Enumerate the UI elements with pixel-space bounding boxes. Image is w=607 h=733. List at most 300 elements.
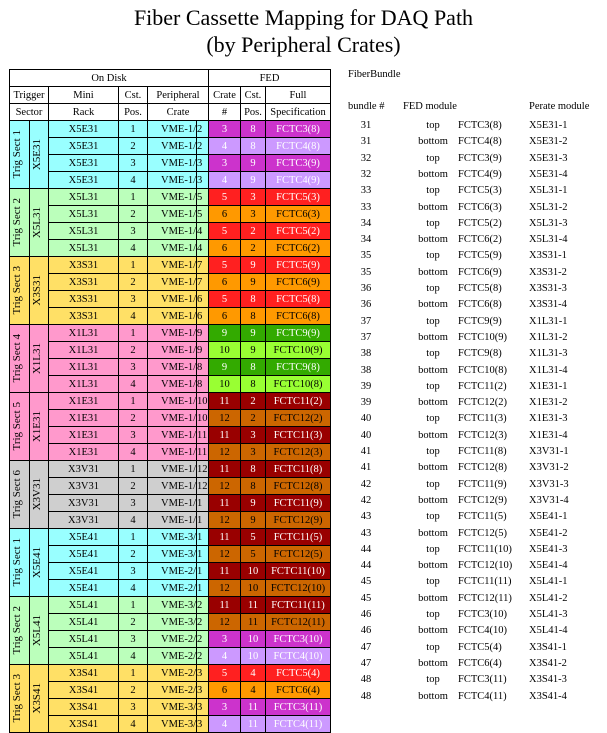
perate-module: X3S41-1 [529, 641, 567, 653]
bundle-position: bottom [418, 234, 448, 246]
table-row [10, 410, 331, 427]
mini-rack-cell: X3V31 [49, 478, 119, 495]
table-row [10, 359, 331, 376]
mini-rack-cell: X1L31 [49, 376, 119, 393]
table-row [10, 240, 331, 257]
peripheral-slot-cell: 10 [197, 410, 209, 427]
peripheral-slot-cell: 3 [197, 155, 209, 172]
peripheral-slot-cell: 9 [197, 325, 209, 342]
fed-cassette-position-cell: 2 [241, 223, 266, 240]
bundle-row [346, 167, 607, 183]
peripheral-crate-cell: VME-1/ [148, 189, 197, 206]
fed-crate-cell: 11 [209, 461, 241, 478]
cassette-position-cell: 4 [119, 172, 148, 189]
fed-module: FCTC3(8) [458, 120, 502, 131]
cassette-position-cell: 2 [119, 138, 148, 155]
fed-cassette-position-cell: 11 [241, 597, 266, 614]
crate-num-header: # [209, 104, 241, 121]
peripheral-crate-cell: VME-1/ [148, 240, 197, 257]
mini-rack-group-label [30, 461, 49, 529]
table-row [10, 172, 331, 189]
fed-cassette-position-cell: 2 [241, 240, 266, 257]
fed-crate-cell: 4 [209, 716, 241, 733]
fed-crate-cell: 6 [209, 206, 241, 223]
perate-module: X5E31-2 [529, 136, 568, 148]
mini-rack-group-text: X5E41 [31, 546, 43, 579]
peripheral-crate-cell: VME-1/ [148, 308, 197, 325]
cassette-position-cell: 4 [119, 648, 148, 665]
fed-module: FCTC11(2) [458, 380, 507, 392]
bundle-row [346, 314, 607, 330]
bundle-row [346, 591, 607, 607]
full-specification-cell: FCTC11(11) [266, 597, 331, 614]
bundle-number: 46 [360, 609, 372, 620]
fed-crate-cell: 11 [209, 495, 241, 512]
fed-module: FCTC9(8) [458, 348, 502, 360]
mini-rack-cell: X5E31 [49, 138, 119, 155]
peripheral-crate-cell: VME-3/ [148, 716, 197, 733]
full-specification-cell: FCTC4(10) [266, 648, 331, 665]
cassette-position-cell: 4 [119, 512, 148, 529]
cassette-position-cell: 3 [119, 699, 148, 716]
bundle-row [346, 281, 607, 297]
trigger-header: Trigger [10, 87, 49, 104]
perate-module: X5E41-3 [529, 543, 568, 555]
full-specification-cell: FCTC11(10) [266, 563, 331, 580]
bundle-row [346, 672, 607, 688]
peripheral-slot-cell: 7 [197, 274, 209, 291]
cassette-position-cell: 3 [119, 495, 148, 512]
bundle-position: top [426, 152, 440, 164]
peripheral-slot-cell: 11 [197, 427, 209, 444]
table-row [10, 648, 331, 665]
bundle-position: top [426, 674, 440, 686]
peripheral-slot-cell: 9 [197, 342, 209, 359]
full-header: Full [266, 87, 331, 104]
mini-rack-group-text: X3V31 [31, 478, 43, 511]
bundle-number: 37 [360, 315, 372, 327]
bundle-number: 32 [360, 152, 372, 164]
mini-rack-group-label [30, 529, 49, 597]
trigger-sector-text: Trig Sect 1 [11, 538, 23, 587]
cassette-position-cell: 2 [119, 274, 148, 291]
peripheral-slot-cell: 3 [197, 665, 209, 682]
peripheral-crate-cell: VME-2/ [148, 563, 197, 580]
fed-header: FED [209, 70, 331, 87]
fed-cassette-position-cell: 8 [241, 461, 266, 478]
table-row [10, 716, 331, 733]
mini-rack-group-label [30, 393, 49, 461]
mini-rack-group-text: X3S31 [31, 275, 43, 306]
table-row [10, 342, 331, 359]
bundle-number: 47 [360, 641, 372, 653]
bundle-number: 31 [360, 136, 372, 148]
fed-module: FCTC6(3) [458, 201, 502, 213]
bundle-row [346, 216, 607, 232]
fed-crate-cell: 6 [209, 240, 241, 257]
fed-cassette-position-cell: 8 [241, 376, 266, 393]
bundle-number: 35 [360, 266, 372, 278]
bundle-row [346, 200, 607, 216]
cassette-position-cell: 3 [119, 155, 148, 172]
table-row [10, 121, 331, 138]
perate-module: X3S31-2 [529, 266, 567, 278]
mini-rack-group-label [30, 325, 49, 393]
peripheral-slot-cell: 3 [197, 699, 209, 716]
mini-rack-cell: X5E31 [49, 121, 119, 138]
peripheral-crate-cell: VME-2/ [148, 682, 197, 699]
table-row [10, 461, 331, 478]
trigger-sector-label [10, 665, 30, 733]
mini-rack-cell: X5E41 [49, 529, 119, 546]
mini-rack-group-label [30, 121, 49, 189]
mini-rack-cell: X3S31 [49, 274, 119, 291]
mini-rack-cell: X5E31 [49, 172, 119, 189]
peripheral-slot-cell: 3 [197, 716, 209, 733]
mini-rack-cell: X3S31 [49, 257, 119, 274]
table-row [10, 478, 331, 495]
bundle-number: 33 [360, 185, 372, 197]
table-row [10, 682, 331, 699]
perate-module: X3S31-4 [529, 299, 567, 311]
bundle-position: top [426, 217, 440, 229]
cassette-position-cell: 2 [119, 682, 148, 699]
bundle-number: 41 [360, 462, 372, 474]
fed-crate-cell: 4 [209, 648, 241, 665]
mini-rack-cell: X5L41 [49, 614, 119, 631]
cst-header: Cst. [119, 87, 148, 104]
fed-crate-cell: 12 [209, 546, 241, 563]
sector-header: Sector [10, 104, 49, 121]
perate-module: X3S41-3 [529, 674, 567, 686]
cassette-position-cell: 3 [119, 223, 148, 240]
bundle-position: bottom [418, 560, 448, 572]
fed-cassette-position-cell: 9 [241, 155, 266, 172]
perate-module: X5E41-1 [529, 511, 568, 523]
peripheral-crate-cell: VME-2/ [148, 580, 197, 597]
perate-module: X1E31-1 [529, 380, 568, 392]
mini-rack-cell: X1E31 [49, 427, 119, 444]
bundle-row [346, 363, 607, 379]
peripheral-slot-cell: 6 [197, 291, 209, 308]
mini-rack-cell: X3S41 [49, 716, 119, 733]
fed-crate-cell: 10 [209, 376, 241, 393]
cassette-position-cell: 1 [119, 121, 148, 138]
bundle-row [346, 183, 607, 199]
full-specification-cell: FCTC11(3) [266, 427, 331, 444]
perate-module: X1E31-2 [529, 397, 568, 409]
trigger-sector-text: Trig Sect 5 [11, 402, 23, 451]
fed-module: FCTC4(11) [458, 690, 507, 702]
peripheral-slot-cell: 2 [197, 648, 209, 665]
peripheral-crate-cell: VME-1/ [148, 461, 197, 478]
full-specification-cell: FCTC3(11) [266, 699, 331, 716]
fed-cassette-position-cell: 9 [241, 172, 266, 189]
peripheral-slot-cell: 2 [197, 597, 209, 614]
fed-module: FCTC5(2) [458, 217, 502, 229]
fed-module: FCTC3(10) [458, 609, 508, 620]
trigger-sector-text: Trig Sect 2 [11, 606, 23, 655]
fed-module: FCTC4(9) [458, 168, 502, 180]
fed-crate-cell: 6 [209, 308, 241, 325]
trigger-sector-text: Trig Sect 1 [11, 130, 23, 179]
fed-cassette-position-cell: 9 [241, 495, 266, 512]
bundle-number: 37 [360, 331, 372, 343]
perate-module: X5E31-3 [529, 152, 568, 164]
fed-crate-cell: 12 [209, 512, 241, 529]
fed-cassette-position-cell: 5 [241, 546, 266, 563]
cassette-position-cell: 1 [119, 529, 148, 546]
specification-header: Specification [266, 104, 331, 121]
fed-cassette-position-cell: 2 [241, 410, 266, 427]
mini-rack-cell: X5E41 [49, 546, 119, 563]
perate-module: X1L31-1 [529, 315, 568, 327]
full-specification-cell: FCTC10(9) [266, 342, 331, 359]
trigger-sector-label [10, 393, 30, 461]
mini-rack-cell: X1E31 [49, 444, 119, 461]
peripheral-slot-cell: 2 [197, 631, 209, 648]
mini-rack-cell: X5L31 [49, 240, 119, 257]
bundle-number: 44 [360, 560, 372, 572]
fed-crate-cell: 3 [209, 631, 241, 648]
full-specification-cell: FCTC10(8) [266, 376, 331, 393]
full-specification-cell: FCTC12(2) [266, 410, 331, 427]
bundle-row [346, 493, 607, 509]
mini-rack-group-text: X5L41 [31, 614, 43, 647]
peripheral-crate-cell: VME-3/ [148, 699, 197, 716]
fed-cassette-position-cell: 3 [241, 189, 266, 206]
full-specification-cell: FCTC3(9) [266, 155, 331, 172]
bundle-row [346, 526, 607, 542]
mini-rack-group-label [30, 597, 49, 665]
full-specification-cell: FCTC4(11) [266, 716, 331, 733]
table-row [10, 376, 331, 393]
fed-crate-cell: 3 [209, 699, 241, 716]
table-row [10, 291, 331, 308]
peripheral-slot-cell: 8 [197, 376, 209, 393]
peripheral-crate-cell: VME-1/ [148, 478, 197, 495]
full-specification-cell: FCTC5(3) [266, 189, 331, 206]
trigger-sector-text: Trig Sect 4 [11, 334, 23, 383]
perate-module: X3S31-1 [529, 250, 567, 262]
bundle-position: bottom [418, 266, 448, 278]
peripheral-crate-cell: VME-1/ [148, 121, 197, 138]
cassette-position-cell: 4 [119, 580, 148, 597]
perate-module: X5L41-3 [529, 609, 568, 620]
fed-cassette-position-cell: 11 [241, 699, 266, 716]
bundle-number: 48 [360, 690, 372, 702]
table-row [10, 665, 331, 682]
bundle-position: top [426, 250, 440, 262]
fed-module: FCTC5(8) [458, 283, 502, 294]
bundle-number: 45 [360, 576, 372, 588]
full-specification-cell: FCTC6(3) [266, 206, 331, 223]
bundle-number: 40 [360, 413, 372, 425]
fed-module: FCTC5(4) [458, 641, 502, 653]
fed-cassette-position-cell: 9 [241, 274, 266, 291]
fed-cassette-position-cell: 9 [241, 325, 266, 342]
crate-header: Crate [148, 104, 209, 121]
fed-cassette-position-cell: 9 [241, 257, 266, 274]
bundle-position: top [426, 185, 440, 197]
bundle-position: top [426, 315, 440, 327]
bundle-row [346, 558, 607, 574]
peripheral-crate-cell: VME-1/ [148, 257, 197, 274]
fed-crate-cell: 12 [209, 410, 241, 427]
fed-module: FCTC6(4) [458, 657, 502, 669]
cassette-position-cell: 3 [119, 291, 148, 308]
cassette-position-cell: 3 [119, 631, 148, 648]
perate-module: X3S41-4 [529, 690, 567, 702]
bundle-row [346, 444, 607, 460]
pos-header: Pos. [119, 104, 148, 121]
full-specification-cell: FCTC12(8) [266, 478, 331, 495]
page-subtitle: (by Peripheral Crates) [206, 32, 401, 57]
bundle-number: 41 [360, 446, 372, 457]
on-disk-header: On Disk [10, 70, 209, 87]
peripheral-slot-cell: 2 [197, 121, 209, 138]
fed-module: FCTC12(10) [458, 560, 513, 572]
fed-module: FCTC11(5) [458, 511, 507, 523]
mini-rack-group-text: X3S41 [31, 683, 43, 714]
perate-module: X5E41-2 [529, 527, 568, 539]
perate-module: X5L41-1 [529, 576, 568, 588]
full-specification-cell: FCTC12(9) [266, 512, 331, 529]
fed-module: FCTC11(8) [458, 446, 507, 457]
perate-module: X3V31-1 [529, 446, 569, 457]
peripheral-crate-cell: VME-1/ [148, 410, 197, 427]
full-specification-cell: FCTC9(9) [266, 325, 331, 342]
bundle-number: 38 [360, 348, 372, 360]
bundle-position: top [426, 511, 440, 523]
bundle-number: 39 [360, 380, 372, 392]
bundle-row [346, 509, 607, 525]
fed-crate-cell: 11 [209, 427, 241, 444]
table-row [10, 223, 331, 240]
peripheral-crate-cell: VME-1/ [148, 495, 197, 512]
bundle-row [346, 656, 607, 672]
perate-module: X5L31-4 [529, 234, 568, 246]
full-specification-cell: FCTC6(8) [266, 308, 331, 325]
bundle-position: top [426, 446, 440, 457]
fed-module: FCTC12(9) [458, 494, 508, 506]
full-specification-cell: FCTC6(4) [266, 682, 331, 699]
peripheral-slot-cell: 4 [197, 240, 209, 257]
fed-module: FCTC6(2) [458, 234, 502, 246]
trigger-sector-text: Trig Sect 3 [11, 266, 23, 315]
perate-module: X3V31-2 [529, 462, 569, 474]
peripheral-slot-cell: 4 [197, 223, 209, 240]
perate-module: X5L41-2 [529, 592, 568, 604]
fed-cassette-position-cell: 9 [241, 342, 266, 359]
fed-crate-cell: 6 [209, 274, 241, 291]
fed-cassette-position-cell: 10 [241, 648, 266, 665]
bundle-row [346, 623, 607, 639]
fed-module: FCTC11(11) [458, 576, 512, 588]
fed-cassette-position-cell: 2 [241, 393, 266, 410]
fed-module: FCTC9(9) [458, 315, 502, 327]
fed-crate-cell: 4 [209, 172, 241, 189]
fed-module: FCTC3(11) [458, 674, 507, 686]
mini-rack-cell: X1L31 [49, 342, 119, 359]
cassette-position-cell: 3 [119, 563, 148, 580]
fed-crate-cell: 12 [209, 614, 241, 631]
full-specification-cell: FCTC6(2) [266, 240, 331, 257]
fed-crate-cell: 4 [209, 138, 241, 155]
bundle-position: bottom [418, 494, 448, 506]
bundle-position: top [426, 283, 440, 294]
bundle-number: 48 [360, 674, 372, 686]
full-specification-cell: FCTC11(9) [266, 495, 331, 512]
bundle-number: 34 [360, 217, 372, 229]
full-specification-cell: FCTC12(10) [266, 580, 331, 597]
fed-crate-cell: 10 [209, 342, 241, 359]
perate-module: X1L31-4 [529, 364, 568, 376]
bundle-position: bottom [418, 201, 448, 213]
fed-module: FCTC12(3) [458, 429, 508, 441]
fed-crate-cell: 12 [209, 580, 241, 597]
cassette-position-cell: 1 [119, 665, 148, 682]
fed-cassette-position-cell: 9 [241, 512, 266, 529]
bundle-row [346, 134, 607, 150]
bundle-position: bottom [418, 429, 448, 441]
peripheral-crate-cell: VME-3/ [148, 614, 197, 631]
bundle-row [346, 330, 607, 346]
bundle-row [346, 297, 607, 313]
bundle-position: top [426, 576, 440, 588]
peripheral-slot-cell: 1 [197, 512, 209, 529]
peripheral-crate-cell: VME-1/ [148, 172, 197, 189]
peripheral-crate-cell: VME-1/ [148, 512, 197, 529]
full-specification-cell: FCTC4(9) [266, 172, 331, 189]
fed-module: FCTC3(9) [458, 152, 502, 164]
fed-crate-cell: 5 [209, 665, 241, 682]
bundle-number: 31 [360, 120, 372, 131]
fed-crate-cell: 5 [209, 223, 241, 240]
fed-cassette-position-cell: 8 [241, 478, 266, 495]
fed-cassette-position-cell: 11 [241, 614, 266, 631]
fed-cassette-position-cell: 11 [241, 716, 266, 733]
peripheral-crate-cell: VME-1/ [148, 155, 197, 172]
fed-module: FCTC5(9) [458, 250, 502, 262]
peripheral-slot-cell: 6 [197, 308, 209, 325]
mini-rack-group-text: X1E31 [31, 410, 43, 443]
perate-module: X3S31-3 [529, 283, 567, 294]
peripheral-crate-cell: VME-1/ [148, 274, 197, 291]
peripheral-slot-cell: 2 [197, 138, 209, 155]
perate-module: X1L31-2 [529, 331, 568, 343]
perate-module: X1E31-3 [529, 413, 568, 425]
bundle-position: top [426, 609, 440, 620]
bundle-row [346, 640, 607, 656]
full-specification-cell: FCTC12(11) [266, 614, 331, 631]
fed-module: FCTC12(2) [458, 397, 508, 409]
table-row [10, 512, 331, 529]
fed-cassette-position-cell: 4 [241, 682, 266, 699]
perate-module-header: Perate module [529, 101, 590, 112]
cassette-position-cell: 2 [119, 478, 148, 495]
peripheral-slot-cell: 2 [197, 614, 209, 631]
bundle-row [346, 265, 607, 281]
bundle-position: bottom [418, 168, 448, 180]
fed-module: FCTC6(9) [458, 266, 502, 278]
fed-crate-cell: 3 [209, 155, 241, 172]
table-row [10, 495, 331, 512]
bundle-row [346, 428, 607, 444]
bundle-number: 43 [360, 527, 372, 539]
bundle-row [346, 118, 607, 134]
fed-crate-cell: 11 [209, 529, 241, 546]
